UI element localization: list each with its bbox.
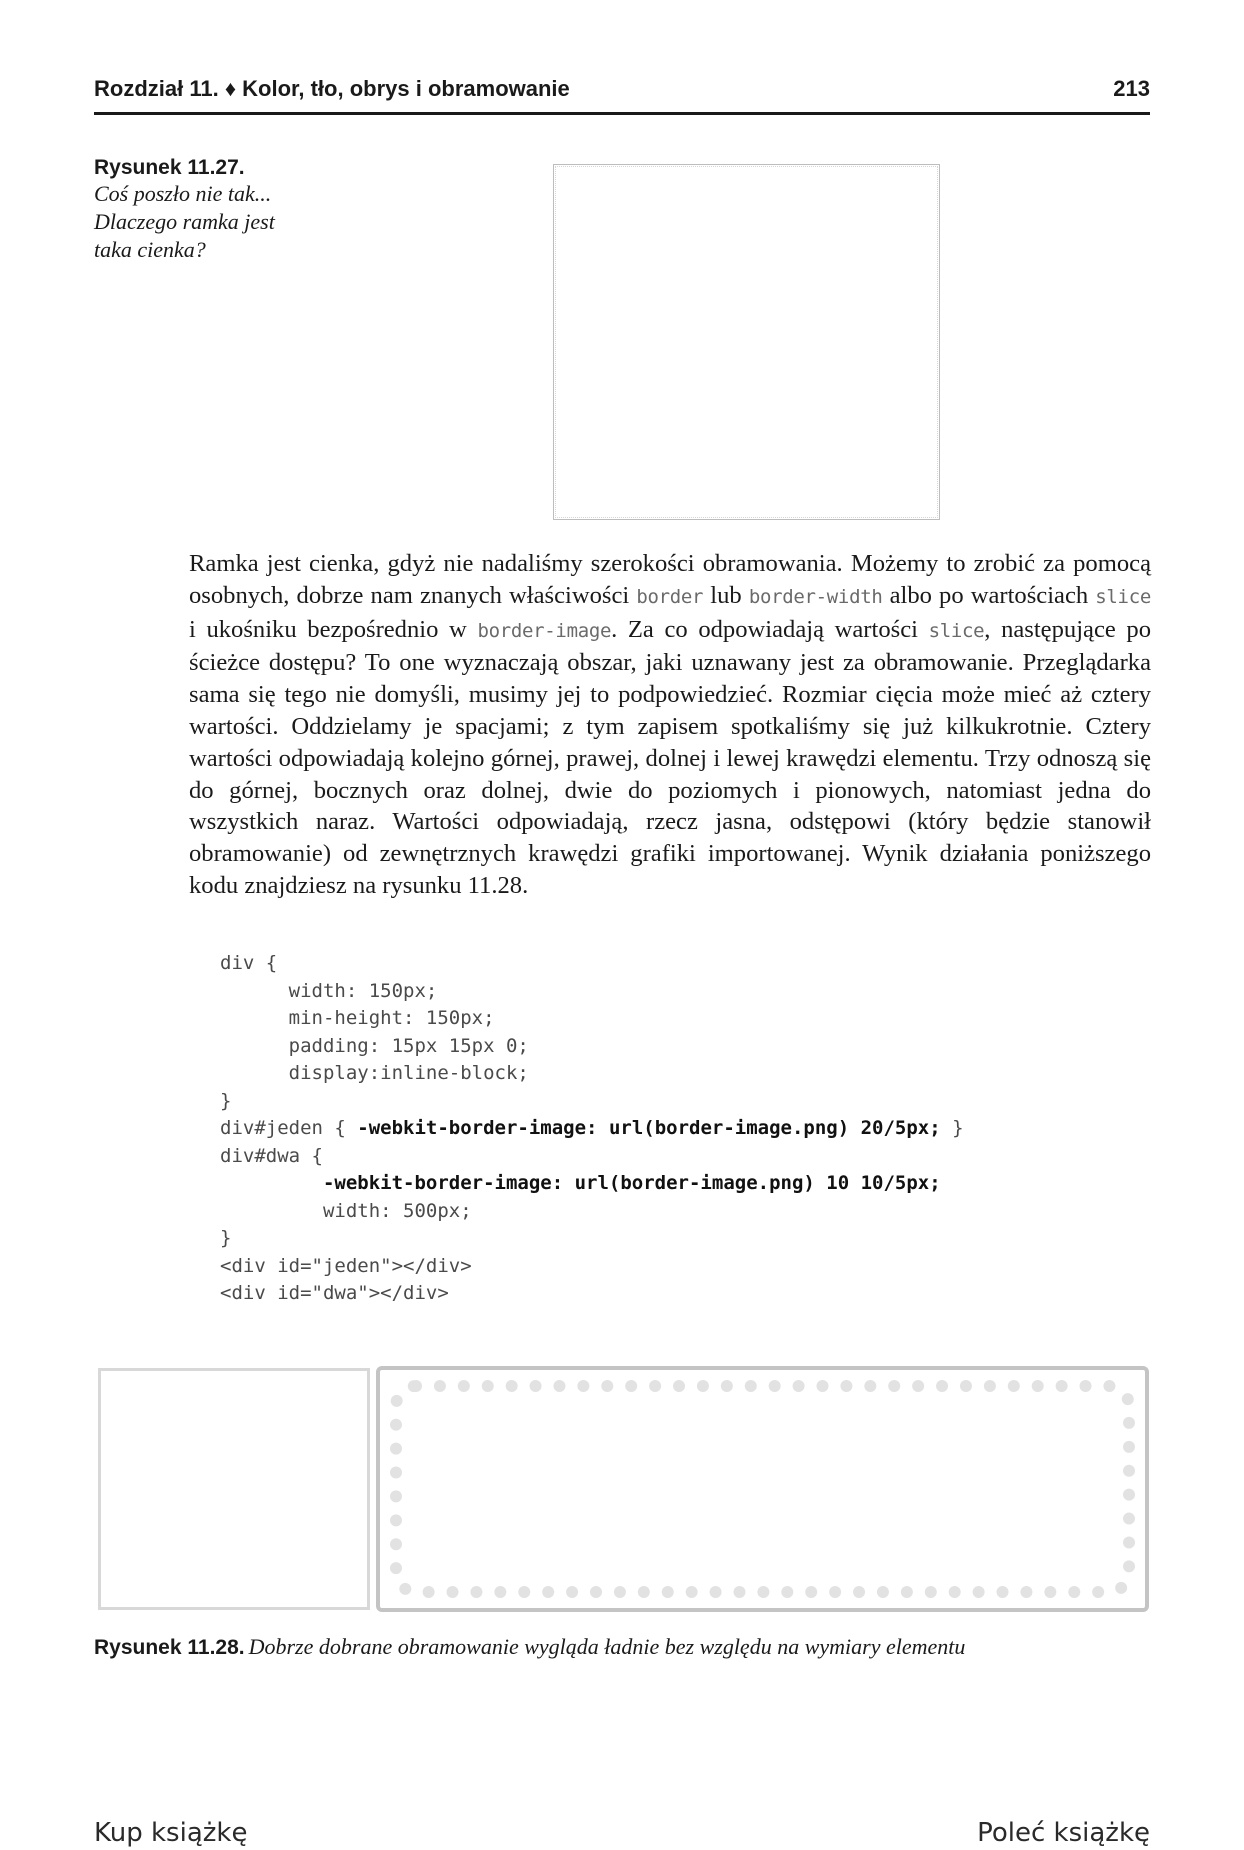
figure-28-caption — [94, 1634, 1154, 1660]
text-run: , następujące po ścieżce dostępu? To one wyznaczają obszar, jaki uznawany jest za obramowanie. Przeglądarka sama się tego nie domyśli, musimy jej to podpowiedzieć. Rozmiar cięcia może mieć aż cztery wartości. Oddzielamy je spacjami; z tym zapisem spotkaliśmy się już kilkukrotnie. Cztery wartości odpowiadają kolejno górnej, prawej, dolnej i lewej krawędzi elementu. Trzy odnoszą się do górnej, bocznych oraz dolnej, dwie do poziomych i pionowych, natomiast jedna do wszystkich naraz. Wartości odpowiadają, rzecz jasna, odstępowi (który będzie stanowił obramowanie) od zewnętrznych krawędzi grafiki importowanej. Wynik działania poniższego kodu znajdziesz na rysunku 11.28. — [189, 615, 1151, 899]
caption-line: taka cienka? — [94, 237, 206, 262]
chapter-title: Rozdział 11. ♦ Kolor, tło, obrys i obramowanie — [94, 76, 570, 101]
code-line: <div id="dwa"></div> — [220, 1282, 449, 1304]
code-line: min-height: 150px; — [220, 1007, 495, 1029]
text-run: i ukośniku bezpośrednio w — [189, 615, 478, 643]
recommend-book-link[interactable]: Poleć książkę — [977, 1818, 1150, 1848]
caption-line: Dlaczego ramka jest — [94, 209, 275, 234]
buy-book-link[interactable]: Kup książkę — [94, 1818, 248, 1848]
code-span: div#jeden { — [220, 1117, 358, 1139]
code-line: width: 150px; — [220, 979, 438, 1002]
code-line: } — [220, 1227, 232, 1249]
border-image-pattern — [390, 1380, 1135, 1598]
page-header — [94, 72, 1150, 115]
figure-27-text — [94, 180, 354, 264]
inline-code: slice — [928, 619, 985, 642]
code-line: <div id="jeden"></div> — [220, 1254, 472, 1277]
code-line: display:inline-block; — [220, 1062, 529, 1084]
figure-28-text: Dobrze dobrane obramowanie wygląda ładnie bez względu na wymiary elementu — [248, 1634, 966, 1659]
code-line: -webkit-border-image: url(border-image.png) 10 10/5px; — [220, 1172, 941, 1194]
code-line: width: 500px; — [220, 1199, 472, 1222]
inline-code: slice — [1095, 585, 1151, 608]
code-line: div#dwa { — [220, 1144, 323, 1167]
inline-code: border-width — [748, 585, 883, 608]
code-line: padding: 15px 15px 0; — [220, 1034, 529, 1057]
code-span: } — [940, 1117, 964, 1139]
figure-28-box-jeden — [98, 1368, 370, 1610]
code-line: div { — [220, 952, 278, 974]
caption-line: Coś poszło nie tak... — [94, 181, 272, 206]
code-line: } — [220, 1089, 232, 1112]
text-run: . Za co odpowiadają wartości — [611, 615, 929, 643]
code-line — [220, 1115, 1120, 1143]
figure-27-label: Rysunek 11.27. — [94, 156, 245, 179]
figure-27-image — [553, 164, 940, 520]
figure-28-label: Rysunek 11.28. — [94, 1636, 245, 1659]
body-paragraph — [189, 548, 1151, 902]
figure-28-box-dwa — [376, 1366, 1149, 1612]
text-run: lub — [703, 581, 749, 609]
inline-code: border-image — [477, 619, 612, 642]
inline-code: border — [636, 585, 704, 608]
code-span: -webkit-border-image: url(border-image.png) 20/5px; — [357, 1117, 941, 1139]
page-number: 213 — [1113, 76, 1150, 101]
text-run: Ramka jest cienka, gdyż nie nadaliśmy szerokości obramowania. Możemy to zrobić za pomocą osobnych, dobrze nam znanych właściwości — [189, 550, 1151, 609]
text-run: albo po wartościach — [882, 581, 1096, 609]
code-listing — [220, 950, 1120, 1308]
figure-27-caption — [94, 156, 354, 264]
